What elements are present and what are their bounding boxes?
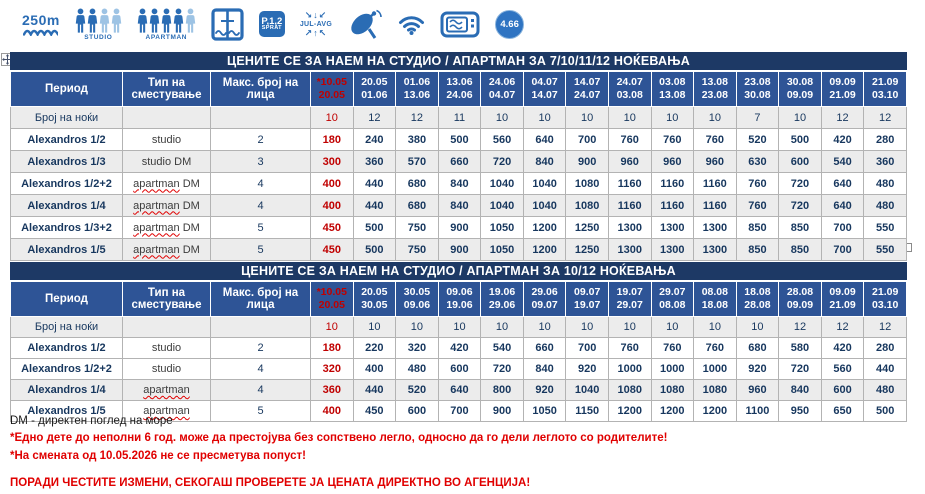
price-cell: 220 bbox=[353, 338, 396, 359]
unit-name-cell: Alexandros 1/3+2 bbox=[11, 217, 123, 239]
amenities-bar bbox=[22, 3, 524, 45]
price-cell: 680 bbox=[396, 173, 439, 195]
price-row bbox=[11, 380, 907, 401]
price-cell: 750 bbox=[396, 239, 439, 261]
date-range-header: 04.07 14.07 bbox=[523, 72, 566, 107]
price-cell: 1200 bbox=[651, 401, 694, 422]
price-cell: 450 bbox=[353, 401, 396, 422]
price-cell: 1080 bbox=[694, 380, 737, 401]
price-cell: 500 bbox=[353, 217, 396, 239]
price-cell: 850 bbox=[779, 239, 822, 261]
price-cell: 1160 bbox=[694, 195, 737, 217]
price-cell: 1200 bbox=[694, 401, 737, 422]
unit-name-cell: Alexandros 1/3 bbox=[11, 151, 123, 173]
unit-name-cell: Alexandros 1/2 bbox=[11, 338, 123, 359]
price-cell: 760 bbox=[651, 129, 694, 151]
unit-type-cell: apartman DM bbox=[123, 195, 211, 217]
price-cell: 700 bbox=[566, 338, 609, 359]
max-persons-cell: 3 bbox=[211, 151, 311, 173]
price-cell: 1040 bbox=[523, 195, 566, 217]
date-range-header: 08.08 18.08 bbox=[694, 282, 737, 317]
price-cell: 500 bbox=[438, 129, 481, 151]
price-cell: 850 bbox=[736, 217, 779, 239]
price-cell: 900 bbox=[438, 239, 481, 261]
price-cell: 550 bbox=[864, 217, 907, 239]
price-cell: 1050 bbox=[481, 217, 524, 239]
date-range-header: 24.07 03.08 bbox=[608, 72, 651, 107]
price-cell: 640 bbox=[821, 173, 864, 195]
date-range-header: 21.09 03.10 bbox=[864, 282, 907, 317]
price-cell: 900 bbox=[566, 151, 609, 173]
price-cell: 1000 bbox=[694, 359, 737, 380]
price-cell: 280 bbox=[864, 338, 907, 359]
unit-name-cell: Alexandros 1/4 bbox=[11, 195, 123, 217]
unit-name-cell: Alexandros 1/4 bbox=[11, 380, 123, 401]
nights-cell: 10 bbox=[481, 317, 524, 338]
unit-name-cell: Alexandros 1/2+2 bbox=[11, 173, 123, 195]
price-cell: 680 bbox=[396, 195, 439, 217]
price-table-section-10-12-nights bbox=[10, 262, 907, 422]
unit-type-cell: studio bbox=[123, 359, 211, 380]
price-cell: 400 bbox=[311, 195, 354, 217]
price-cell: 600 bbox=[438, 359, 481, 380]
price-row bbox=[11, 217, 907, 239]
empty-cell bbox=[123, 317, 211, 338]
date-range-header: 21.09 03.10 bbox=[864, 72, 907, 107]
price-cell: 1040 bbox=[523, 173, 566, 195]
price-cell: 760 bbox=[736, 195, 779, 217]
price-cell: 480 bbox=[864, 195, 907, 217]
price-cell: 760 bbox=[694, 338, 737, 359]
price-cell: 760 bbox=[694, 129, 737, 151]
price-cell: 640 bbox=[523, 129, 566, 151]
price-row bbox=[11, 173, 907, 195]
type-column-header: Тип на сместување bbox=[123, 72, 211, 107]
price-cell: 320 bbox=[396, 338, 439, 359]
nights-cell: 10 bbox=[651, 317, 694, 338]
date-range-header: 09.07 19.07 bbox=[566, 282, 609, 317]
price-cell: 1000 bbox=[651, 359, 694, 380]
price-cell: 720 bbox=[779, 359, 822, 380]
nights-cell: 10 bbox=[523, 317, 566, 338]
price-cell: 700 bbox=[821, 217, 864, 239]
price-cell: 1050 bbox=[481, 239, 524, 261]
max-persons-cell: 4 bbox=[211, 380, 311, 401]
person-icon bbox=[87, 8, 98, 33]
nights-cell: 10 bbox=[523, 107, 566, 129]
price-cell: 1100 bbox=[736, 401, 779, 422]
floor-badge bbox=[259, 11, 285, 37]
price-cell: 840 bbox=[438, 195, 481, 217]
price-cell: 1300 bbox=[694, 239, 737, 261]
price-cell: 1000 bbox=[608, 359, 651, 380]
price-cell: 760 bbox=[736, 173, 779, 195]
price-cell: 900 bbox=[481, 401, 524, 422]
price-row bbox=[11, 129, 907, 151]
nights-cell: 12 bbox=[821, 317, 864, 338]
price-cell: 680 bbox=[736, 338, 779, 359]
person-icon bbox=[111, 8, 122, 33]
price-cell: 360 bbox=[864, 151, 907, 173]
max-persons-cell: 2 bbox=[211, 129, 311, 151]
studio-label: STUDIO bbox=[84, 33, 113, 41]
price-cell: 600 bbox=[821, 380, 864, 401]
waves-icon bbox=[23, 27, 58, 36]
date-range-header: 20.05 30.05 bbox=[353, 282, 396, 317]
nights-cell: 10 bbox=[566, 317, 609, 338]
price-cell: 750 bbox=[396, 217, 439, 239]
nights-cell: 10 bbox=[694, 317, 737, 338]
date-range-header: *10.05 20.05 bbox=[311, 72, 354, 107]
note-dm-legend: DM - директен поглед на море bbox=[10, 415, 173, 427]
unit-name-cell: Alexandros 1/5 bbox=[11, 401, 123, 422]
person-icon bbox=[173, 8, 184, 33]
price-cell: 1160 bbox=[608, 195, 651, 217]
price-cell: 920 bbox=[523, 380, 566, 401]
nights-cell: 10 bbox=[608, 107, 651, 129]
price-cell: 1200 bbox=[523, 217, 566, 239]
unit-name-cell: Alexandros 1/5 bbox=[11, 239, 123, 261]
price-cell: 560 bbox=[481, 129, 524, 151]
price-cell: 760 bbox=[651, 338, 694, 359]
air-conditioning-icon bbox=[300, 11, 332, 38]
person-icon bbox=[99, 8, 110, 33]
date-range-header: 29.07 08.08 bbox=[651, 282, 694, 317]
nights-cell: 10 bbox=[353, 317, 396, 338]
price-cell: 400 bbox=[311, 401, 354, 422]
date-range-header: 28.08 09.09 bbox=[779, 282, 822, 317]
price-cell: 720 bbox=[481, 151, 524, 173]
max-persons-cell: 5 bbox=[211, 239, 311, 261]
unit-type-cell: apartman bbox=[123, 401, 211, 422]
column-header-row bbox=[11, 282, 907, 317]
price-cell: 700 bbox=[438, 401, 481, 422]
price-cell: 320 bbox=[311, 359, 354, 380]
date-range-header: 14.07 24.07 bbox=[566, 72, 609, 107]
max-column-header: Макс. број на лица bbox=[211, 72, 311, 107]
max-persons-cell: 4 bbox=[211, 359, 311, 380]
price-cell: 1300 bbox=[651, 239, 694, 261]
date-range-header: 13.06 24.06 bbox=[438, 72, 481, 107]
price-cell: 840 bbox=[523, 151, 566, 173]
price-cell: 1050 bbox=[523, 401, 566, 422]
price-row bbox=[11, 151, 907, 173]
price-cell: 240 bbox=[353, 129, 396, 151]
price-cell: 840 bbox=[779, 380, 822, 401]
floor-badge-numbers: P,1,2 bbox=[261, 15, 283, 27]
price-cell: 600 bbox=[396, 401, 439, 422]
price-cell: 480 bbox=[864, 173, 907, 195]
period-column-header: Период bbox=[11, 282, 123, 317]
price-cell: 1160 bbox=[608, 173, 651, 195]
nights-label-cell: Број на ноќи bbox=[11, 107, 123, 129]
price-table-section-7-12-nights bbox=[10, 52, 907, 261]
price-cell: 440 bbox=[864, 359, 907, 380]
price-cell: 950 bbox=[779, 401, 822, 422]
price-cell: 180 bbox=[311, 338, 354, 359]
table-title: ЦЕНИТЕ СЕ ЗА НАЕМ НА СТУДИО / АПАРТМАН ЗА 7/10/11/12 НОЌЕВАЊА bbox=[10, 52, 907, 70]
price-cell: 500 bbox=[353, 239, 396, 261]
price-cell: 480 bbox=[864, 380, 907, 401]
price-cell: 640 bbox=[821, 195, 864, 217]
person-icon bbox=[185, 8, 196, 33]
studio-capacity bbox=[75, 8, 122, 41]
max-persons-cell: 2 bbox=[211, 338, 311, 359]
person-icon bbox=[75, 8, 86, 33]
price-cell: 640 bbox=[438, 380, 481, 401]
price-cell: 1160 bbox=[651, 173, 694, 195]
price-cell: 440 bbox=[353, 173, 396, 195]
price-cell: 1040 bbox=[481, 195, 524, 217]
table-title: ЦЕНИТЕ СЕ ЗА НАЕМ НА СТУДИО / АПАРТМАН ЗА 10/12 НОЌЕВАЊА bbox=[10, 262, 907, 280]
price-cell: 720 bbox=[481, 359, 524, 380]
empty-cell bbox=[211, 317, 311, 338]
price-cell: 1300 bbox=[694, 217, 737, 239]
price-table bbox=[10, 281, 907, 422]
nights-cell: 10 bbox=[311, 107, 354, 129]
max-persons-cell: 5 bbox=[211, 401, 311, 422]
date-range-header: 09.06 19.06 bbox=[438, 282, 481, 317]
max-column-header: Макс. број на лица bbox=[211, 282, 311, 317]
max-persons-cell: 4 bbox=[211, 195, 311, 217]
price-cell: 840 bbox=[523, 359, 566, 380]
nights-cell: 12 bbox=[864, 317, 907, 338]
price-cell: 580 bbox=[779, 338, 822, 359]
price-cell: 450 bbox=[311, 239, 354, 261]
unit-type-cell: studio bbox=[123, 129, 211, 151]
price-cell: 760 bbox=[608, 129, 651, 151]
price-cell: 720 bbox=[779, 173, 822, 195]
price-cell: 570 bbox=[396, 151, 439, 173]
apartman-capacity bbox=[137, 8, 196, 41]
unit-type-cell: apartman DM bbox=[123, 173, 211, 195]
price-cell: 850 bbox=[736, 239, 779, 261]
nights-cell: 10 bbox=[694, 107, 737, 129]
price-cell: 1150 bbox=[566, 401, 609, 422]
date-range-header: 24.06 04.07 bbox=[481, 72, 524, 107]
price-cell: 550 bbox=[864, 239, 907, 261]
price-cell: 960 bbox=[651, 151, 694, 173]
price-row bbox=[11, 359, 907, 380]
date-range-header: 19.06 29.06 bbox=[481, 282, 524, 317]
date-range-header: 29.06 09.07 bbox=[523, 282, 566, 317]
price-cell: 480 bbox=[396, 359, 439, 380]
nights-cell: 12 bbox=[779, 317, 822, 338]
price-cell: 660 bbox=[523, 338, 566, 359]
price-cell: 1300 bbox=[608, 217, 651, 239]
date-range-header: *10.05 20.05 bbox=[311, 282, 354, 317]
price-cell: 1250 bbox=[566, 217, 609, 239]
date-range-header: 30.05 09.06 bbox=[396, 282, 439, 317]
price-cell: 700 bbox=[821, 239, 864, 261]
price-cell: 440 bbox=[353, 380, 396, 401]
price-cell: 560 bbox=[821, 359, 864, 380]
apartman-label: APARTMAN bbox=[145, 33, 188, 41]
nights-cell: 12 bbox=[353, 107, 396, 129]
price-cell: 1080 bbox=[566, 195, 609, 217]
price-cell: 380 bbox=[396, 129, 439, 151]
wifi-icon bbox=[398, 14, 425, 35]
price-cell: 520 bbox=[736, 129, 779, 151]
nights-cell: 10 bbox=[481, 107, 524, 129]
price-cell: 360 bbox=[353, 151, 396, 173]
person-icon bbox=[137, 8, 148, 33]
nights-cell: 12 bbox=[821, 107, 864, 129]
nights-cell: 10 bbox=[779, 107, 822, 129]
note-check-prices-warning: ПОРАДИ ЧЕСТИТЕ ИЗМЕНИ, СЕКОГАШ ПРОВЕРЕТЕ ЈА ЦЕНАТА ДИРЕКТНО ВО АГЕНЦИЈА! bbox=[10, 477, 531, 490]
price-cell: 800 bbox=[481, 380, 524, 401]
price-cell: 450 bbox=[311, 217, 354, 239]
nights-cell: 10 bbox=[651, 107, 694, 129]
price-cell: 440 bbox=[353, 195, 396, 217]
price-cell: 920 bbox=[566, 359, 609, 380]
unit-type-cell: apartman DM bbox=[123, 217, 211, 239]
price-cell: 400 bbox=[311, 173, 354, 195]
unit-type-cell: apartman bbox=[123, 380, 211, 401]
date-range-header: 13.08 23.08 bbox=[694, 72, 737, 107]
date-range-header: 20.05 01.06 bbox=[353, 72, 396, 107]
nights-cell: 12 bbox=[396, 107, 439, 129]
price-table bbox=[10, 71, 907, 261]
date-range-header: 30.08 09.09 bbox=[779, 72, 822, 107]
price-cell: 900 bbox=[438, 217, 481, 239]
rating-badge: 4.66 bbox=[495, 10, 524, 39]
date-range-header: 09.09 21.09 bbox=[821, 282, 864, 317]
type-column-header: Тип на сместување bbox=[123, 282, 211, 317]
price-cell: 420 bbox=[821, 338, 864, 359]
nights-cell: 11 bbox=[438, 107, 481, 129]
period-column-header: Период bbox=[11, 72, 123, 107]
date-range-header: 01.06 13.06 bbox=[396, 72, 439, 107]
price-cell: 400 bbox=[353, 359, 396, 380]
price-cell: 960 bbox=[736, 380, 779, 401]
price-cell: 300 bbox=[311, 151, 354, 173]
nights-cell: 10 bbox=[566, 107, 609, 129]
price-cell: 540 bbox=[481, 338, 524, 359]
ac-top-arrows-icon: ↘↓↙ bbox=[304, 9, 328, 20]
unit-name-cell: Alexandros 1/2 bbox=[11, 129, 123, 151]
price-cell: 1080 bbox=[651, 380, 694, 401]
price-cell: 1300 bbox=[651, 217, 694, 239]
date-range-header: 23.08 30.08 bbox=[736, 72, 779, 107]
price-cell: 1160 bbox=[694, 173, 737, 195]
price-cell: 1200 bbox=[608, 401, 651, 422]
price-cell: 650 bbox=[821, 401, 864, 422]
price-cell: 840 bbox=[438, 173, 481, 195]
price-cell: 280 bbox=[864, 129, 907, 151]
price-cell: 660 bbox=[438, 151, 481, 173]
beach-distance-label: 250m bbox=[22, 11, 60, 28]
nights-label-cell: Број на ноќи bbox=[11, 317, 123, 338]
price-cell: 420 bbox=[438, 338, 481, 359]
price-cell: 700 bbox=[566, 129, 609, 151]
price-cell: 760 bbox=[608, 338, 651, 359]
nights-cell: 7 bbox=[736, 107, 779, 129]
floor-badge-caption: SPRAT bbox=[261, 25, 282, 31]
price-cell: 850 bbox=[779, 217, 822, 239]
nights-cell: 10 bbox=[438, 317, 481, 338]
unit-name-cell: Alexandros 1/2+2 bbox=[11, 359, 123, 380]
apartman-persons-icon bbox=[137, 8, 196, 33]
price-cell: 180 bbox=[311, 129, 354, 151]
price-cell: 500 bbox=[864, 401, 907, 422]
price-cell: 1080 bbox=[566, 173, 609, 195]
price-cell: 1250 bbox=[566, 239, 609, 261]
studio-persons-icon bbox=[75, 8, 122, 33]
footnotes bbox=[10, 414, 915, 494]
person-icon bbox=[161, 8, 172, 33]
price-cell: 720 bbox=[779, 195, 822, 217]
price-cell: 1200 bbox=[523, 239, 566, 261]
price-row bbox=[11, 338, 907, 359]
nights-cell: 10 bbox=[396, 317, 439, 338]
date-range-header: 18.08 28.08 bbox=[736, 282, 779, 317]
person-icon bbox=[149, 8, 160, 33]
price-cell: 1160 bbox=[651, 195, 694, 217]
column-header-row bbox=[11, 72, 907, 107]
price-cell: 960 bbox=[608, 151, 651, 173]
microwave-icon bbox=[440, 10, 480, 39]
date-range-header: 09.09 21.09 bbox=[821, 72, 864, 107]
price-cell: 1080 bbox=[608, 380, 651, 401]
date-range-header: 03.08 13.08 bbox=[651, 72, 694, 107]
price-cell: 520 bbox=[396, 380, 439, 401]
nights-row bbox=[11, 107, 907, 129]
note-child-policy: *Едно дете до неполни 6 год. може да престојува без сопствено легло, односно да го дели леглото со родителите! bbox=[10, 432, 668, 445]
note-discount-policy: *На смената од 10.05.2026 не се пресметува попуст! bbox=[10, 449, 306, 462]
nights-cell: 10 bbox=[608, 317, 651, 338]
max-persons-cell: 5 bbox=[211, 217, 311, 239]
price-cell: 630 bbox=[736, 151, 779, 173]
price-row bbox=[11, 239, 907, 261]
max-persons-cell: 4 bbox=[211, 173, 311, 195]
price-cell: 540 bbox=[821, 151, 864, 173]
price-cell: 1040 bbox=[481, 173, 524, 195]
ac-season-label: JUL-AVG bbox=[299, 20, 333, 28]
price-cell: 960 bbox=[694, 151, 737, 173]
price-cell: 1040 bbox=[566, 380, 609, 401]
empty-cell bbox=[211, 107, 311, 129]
nights-cell: 10 bbox=[311, 317, 354, 338]
satellite-tv-icon bbox=[347, 9, 383, 40]
price-cell: 420 bbox=[821, 129, 864, 151]
unit-type-cell: studio bbox=[123, 338, 211, 359]
price-cell: 1300 bbox=[608, 239, 651, 261]
empty-cell bbox=[123, 107, 211, 129]
price-cell: 600 bbox=[779, 151, 822, 173]
unit-type-cell: studio DM bbox=[123, 151, 211, 173]
date-range-header: 19.07 29.07 bbox=[608, 282, 651, 317]
nights-row bbox=[11, 317, 907, 338]
nights-cell: 10 bbox=[736, 317, 779, 338]
sea-view-window-icon bbox=[211, 8, 244, 41]
price-row bbox=[11, 195, 907, 217]
unit-type-cell: apartman DM bbox=[123, 239, 211, 261]
beach-distance bbox=[22, 13, 60, 36]
price-cell: 920 bbox=[736, 359, 779, 380]
price-cell: 500 bbox=[779, 129, 822, 151]
ac-bottom-arrows-icon: ↗↑↖ bbox=[304, 27, 328, 38]
nights-cell: 12 bbox=[864, 107, 907, 129]
price-cell: 360 bbox=[311, 380, 354, 401]
